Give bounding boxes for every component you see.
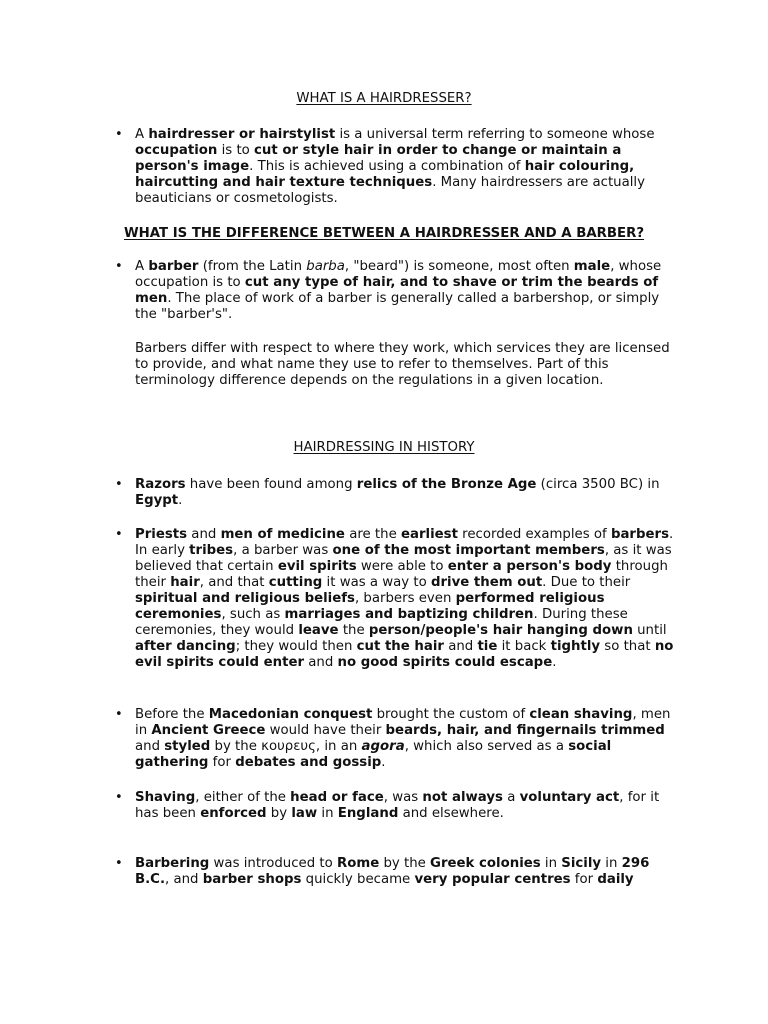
text-run: spiritual and religious beliefs [135,591,355,606]
text-run: have been found among [185,477,357,492]
bullet-icon: • [115,477,123,492]
text-run: cut or style hair in order to change or maintain a person's image [135,143,622,174]
text-run: 296 B.C. [135,856,650,887]
item-text [135,856,675,888]
text-run: . The place of work of a barber is generally called a barbershop, or simply the "barber's". [135,291,660,322]
text-run: , was [383,790,423,805]
text-run: Priests [135,527,188,542]
text-run: (from the Latin [198,259,307,274]
text-run: not always [422,790,503,805]
text-run: , either of the [195,790,291,805]
text-run: Macedonian conquest [208,707,373,722]
text-run: Greek colonies [430,856,541,871]
text-run: leave [298,623,339,638]
text-run: cutting [268,575,323,590]
text-run: . Due to their [542,575,631,590]
text-run: head or face [290,790,384,805]
text-run: debates and gossip [235,755,382,770]
text-run: by the κουρευς, in an [210,739,362,754]
text-run: relics of the Bronze Age [356,477,537,492]
text-run: and [135,739,165,754]
text-run: , and [165,872,203,887]
text-run: , and that [199,575,269,590]
text-run: in [601,856,622,871]
bullet-icon: • [115,856,123,871]
list-item-barber-definition [115,259,675,323]
text-run: England [337,806,399,821]
text-run: were able to [356,559,448,574]
text-run: marriages and baptizing children [284,607,534,622]
heading-difference: WHAT IS THE DIFFERENCE BETWEEN A HAIRDRESSER AND A BARBER? [123,226,645,241]
text-run: so that [600,639,655,654]
text-run: , which also served as a [404,739,569,754]
text-run: , for it has been [135,790,660,821]
text-run: are the [344,527,401,542]
heading-what-is-hairdresser: WHAT IS A HAIRDRESSER? [296,91,472,106]
text-run: Barbering [135,856,210,871]
bullet-icon: • [115,707,123,722]
text-run: by [266,806,292,821]
text-run: by the [379,856,431,871]
text-run: it back [497,639,551,654]
bullet-icon: • [115,259,123,274]
text-run: very popular centres [414,872,571,887]
text-run: evil spirits [277,559,357,574]
bullet-icon: • [115,527,123,542]
text-run: enforced [200,806,267,821]
text-run: . Many hairdressers are actually beauticians or cosmetologists. [135,175,645,206]
heading-hairdressing-history: HAIRDRESSING IN HISTORY [293,440,475,455]
text-run: cut any type of hair, and to shave or trim the beards of men [135,275,659,306]
text-run: . [381,755,386,770]
text-run: tightly [550,639,601,654]
text-run: . This is achieved using a combination of [249,159,525,174]
text-run: and elsewhere. [398,806,504,821]
text-run: law [291,806,318,821]
text-run: . [178,493,183,508]
list-item-razors [115,477,675,509]
text-run: for [208,755,236,770]
text-run: is a universal term referring to someone whose [335,127,655,142]
text-run: , barbers even [354,591,456,606]
text-run: daily [597,872,634,887]
bullet-icon: • [115,127,123,142]
list-item-priests [115,527,675,671]
text-run: earliest [400,527,458,542]
item-text [135,527,675,671]
text-run: would have their [265,723,386,738]
text-run: , as it was believed that certain [135,543,672,574]
text-run: ; they would then [235,639,357,654]
paragraph-barbers-differ: Barbers differ with respect to where they work, which services they are licensed to provide, and what name they use to refer to themselves. Part of this terminology difference depends on the regulations in a given location. [135,341,670,388]
text-run: Rome [336,856,380,871]
text-run: no good spirits could escape [337,655,553,670]
text-run: person/people's hair hanging down [368,623,633,638]
text-run: recorded examples of [457,527,611,542]
text-run: one of the most important members [332,543,605,558]
text-run: was introduced to [209,856,337,871]
text-run: A [135,127,149,142]
text-run: beards, hair, and fingernails trimmed [385,723,665,738]
text-run: , whose occupation is to [135,259,662,290]
text-run: for [570,872,598,887]
item-text [135,259,675,323]
item-text [135,477,675,509]
text-run: Egypt [135,493,179,508]
text-run: and [443,639,478,654]
text-run: barber [148,259,199,274]
text-run: drive them out [430,575,543,590]
text-run: . [552,655,557,670]
text-run: it was a way to [322,575,431,590]
item-text [135,127,675,207]
text-run: through their [135,559,668,590]
text-run: quickly became [301,872,415,887]
text-run: is to [217,143,255,158]
text-run: agora [361,739,405,754]
text-run: after dancing [135,639,236,654]
text-run: barbers [610,527,669,542]
text-run: . In early [135,527,674,558]
text-run: occupation [135,143,218,158]
text-run: and [187,527,221,542]
text-run: social gathering [135,739,612,770]
list-item-macedonian [115,707,675,771]
text-run: Before the [135,707,209,722]
text-run: Sicily [561,856,602,871]
text-run: men of medicine [220,527,345,542]
text-run: in [540,856,562,871]
list-item-barbering-rome [115,856,675,888]
text-run: the [338,623,369,638]
text-run: hairdresser or hairstylist [148,127,336,142]
text-run: A [135,259,149,274]
item-text [135,707,675,771]
list-item-hairdresser-definition [115,127,675,207]
text-run: a [502,790,520,805]
text-run: and [304,655,338,670]
text-run: , such as [221,607,285,622]
text-run: Razors [135,477,186,492]
text-run: male [573,259,611,274]
text-run: , "beard") is someone, most often [344,259,574,274]
text-run: styled [164,739,211,754]
text-run: tribes [189,543,234,558]
text-run: Ancient Greece [151,723,266,738]
text-run: . During these ceremonies, they would [135,607,628,638]
text-run: clean shaving [529,707,633,722]
text-run: (circa 3500 BC) in [536,477,660,492]
text-run: , men in [135,707,671,738]
text-run: hair [170,575,200,590]
text-run: barba [306,259,345,274]
text-run: Shaving [135,790,196,805]
text-run: in [317,806,338,821]
text-run: , a barber was [233,543,333,558]
text-run: voluntary act [519,790,620,805]
text-run: until [632,623,667,638]
text-run: enter a person's body [447,559,612,574]
text-run: cut the hair [356,639,444,654]
text-run: barber shops [202,872,302,887]
text-run: brought the custom of [372,707,530,722]
text-run: hair colouring, haircutting and hair texture techniques [135,159,635,190]
item-text [135,790,675,822]
list-item-shaving [115,790,675,822]
text-run: no evil spirits could enter [135,639,674,670]
text-run: tie [477,639,498,654]
bullet-icon: • [115,790,123,805]
text-run: performed religious ceremonies [135,591,605,622]
